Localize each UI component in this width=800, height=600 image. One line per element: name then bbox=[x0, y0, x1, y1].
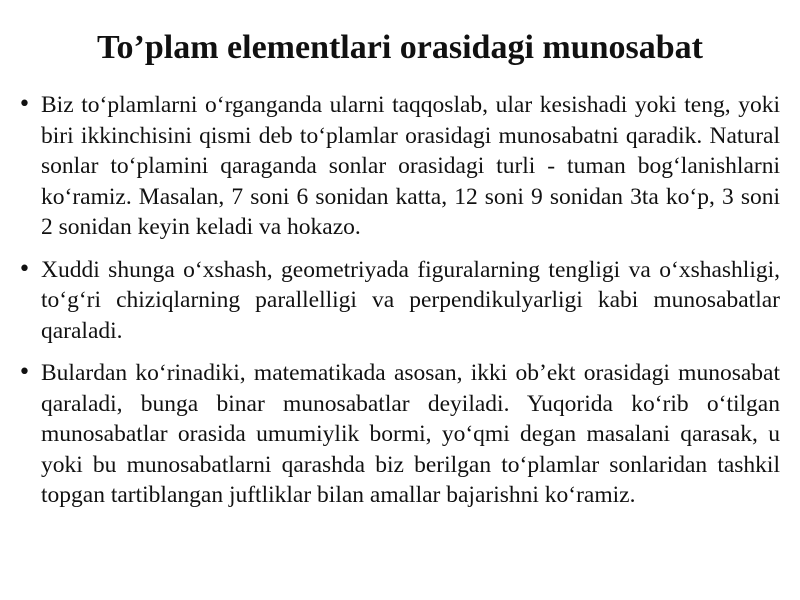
bullet-point-icon: • bbox=[18, 256, 31, 282]
bullet-point-icon: • bbox=[18, 92, 31, 117]
bullet-text: Bulardan ko‘rinadiki, matematikada asosan, ikki ob’ekt orasidagi munosabat qaraladi, bunga binar munosabatlar deyiladi. Yuqorida ko‘rib o‘tilgan munosabatlar orasida umumiylik bormi, yo‘qmi degan masalani qarasak, u yoki bu munosabatlarni qarashda biz berilgan to‘plamlar sonlaridan tashkil topgan tartiblangan juftliklar bilan amallar bajarishni ko‘ramiz. bbox=[41, 360, 780, 508]
bullet-item bbox=[18, 90, 780, 243]
bullet-text: Xuddi shunga o‘xshash, geometriyada figuralarning tengligi va o‘xshashligi, to‘g‘ri chiziqlarning parallelligi va perpendikulyarligi kabi munosabatlar qaraladi. bbox=[41, 256, 780, 344]
bullet-point-icon: • bbox=[18, 360, 31, 385]
bullet-item bbox=[18, 255, 780, 347]
bullet-list bbox=[18, 90, 780, 523]
bullet-text: Biz to‘plamlarni o‘rganganda ularni taqqoslab, ular kesishadi yoki teng, yoki biri ikkinchisini qismi deb to‘plamlar orasidagi munosabatni qaradik. Natural sonlar to‘plamini qaraganda sonlar orasidagi turli - tuman bog‘lanishlarni ko‘ramiz. Masalan, 7 soni 6 sonidan katta, 12 soni 9 sonidan 3ta ko‘p, 3 soni 2 sonidan keyin keladi va hokazo. bbox=[41, 92, 780, 240]
slide-title: To’plam elementlari orasidagi munosabat bbox=[96, 29, 704, 66]
bullet-item bbox=[18, 358, 780, 511]
